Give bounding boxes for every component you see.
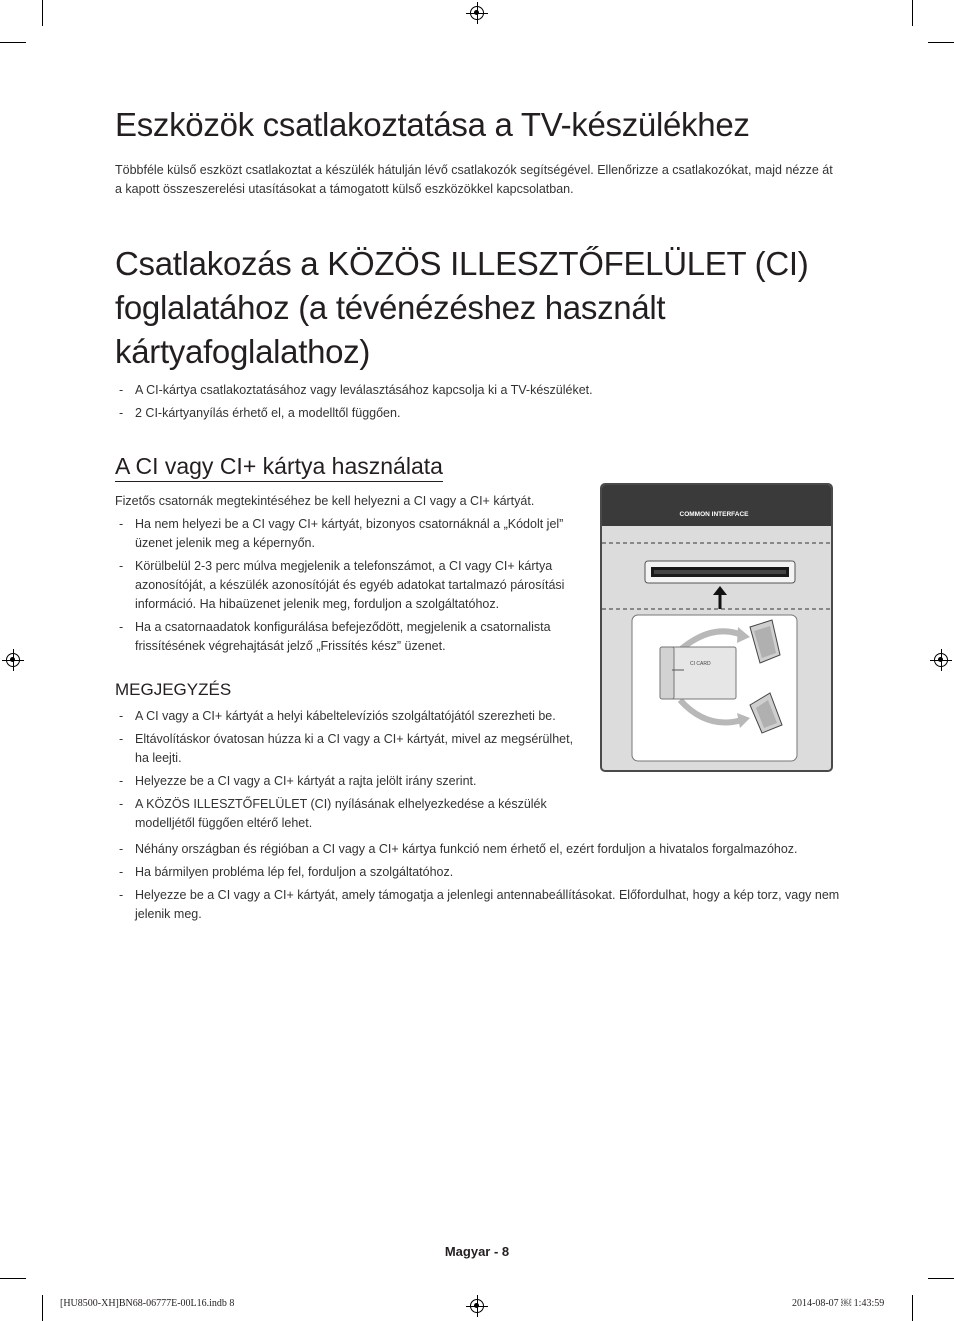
list-item: - Néhány országban és régióban a CI vagy a CI+ kártya funkció nem érhető el, ezért forduljon a hivatalos forgalmazóhoz. <box>115 840 845 859</box>
list-item: - Helyezze be a CI vagy a CI+ kártyát, amely támogatja a jelenlegi antennabeállításokat. Előfordulhat, hogy a kép torz, vagy nem jelenik meg. <box>115 886 845 924</box>
registration-mark-icon <box>934 653 948 667</box>
page-number: Magyar - 8 <box>444 1244 510 1259</box>
subsection-list <box>115 515 577 660</box>
footer-file-info: [HU8500-XH]BN68-06777E-00L16.indb 8 <box>60 1298 235 1309</box>
page-title: Eszközök csatlakoztatása a TV-készülékhez <box>115 106 750 143</box>
subsection-intro: Fizetős csatornák megtekintéséhez be kell helyezni a CI vagy a CI+ kártyát. <box>115 494 535 508</box>
note-title: MEGJEGYZÉS <box>115 680 232 699</box>
intro-text: Többféle külső eszközt csatlakoztat a készülék hátulján lévő csatlakozók segítségével. Ellenőrizze a csatlakozókat, majd nézze át a kapott összeszerelési utasításokat a támogatott külső eszközökkel kapcsolatban. <box>115 163 833 196</box>
crop-mark <box>928 42 954 43</box>
section-title: Csatlakozás a KÖZÖS ILLESZTŐFELÜLET (CI) foglalatához (a tévénézéshez használt kártyafoglalathoz) <box>115 245 809 370</box>
common-interface-label: COMMON INTERFACE <box>679 511 749 518</box>
registration-mark-icon <box>470 1299 484 1313</box>
crop-mark <box>912 0 913 26</box>
list-item: - Ha bármilyen probléma lép fel, forduljon a szolgáltatóhoz. <box>115 863 845 882</box>
note-list-narrow <box>115 707 577 837</box>
list-item: - Helyezze be a CI vagy a CI+ kártyát a rajta jelölt irány szerint. <box>115 772 577 791</box>
ci-card-diagram <box>602 485 831 770</box>
crop-mark <box>928 1278 954 1279</box>
subsection-title: A CI vagy CI+ kártya használata <box>115 452 443 482</box>
note-list-wide <box>115 840 845 928</box>
registration-mark-icon <box>6 653 20 667</box>
list-item: - Ha a csatornaadatok konfigurálása befejeződött, megjelenik a csatornalista frissítésének végrehajtását jelző „Frissítés kész” üzenet. <box>115 618 577 656</box>
list-item: - Eltávolításkor óvatosan húzza ki a CI vagy a CI+ kártyát, mivel az megsérülhet, ha leejti. <box>115 730 577 768</box>
crop-mark <box>0 42 26 43</box>
registration-mark-icon <box>470 6 484 20</box>
ci-card-illustration <box>600 483 833 772</box>
crop-mark <box>42 0 43 26</box>
crop-mark <box>0 1278 26 1279</box>
footer-timestamp: 2014-08-07 ￼ 1:43:59 <box>792 1298 885 1309</box>
section-list <box>115 381 815 427</box>
list-item: - A KÖZÖS ILLESZTŐFELÜLET (CI) nyílásának elhelyezkedése a készülék modelljétől függően eltérő lehet. <box>115 795 577 833</box>
list-item: - 2 CI-kártyanyílás érhető el, a modelltől függően. <box>115 404 815 423</box>
list-item: - A CI vagy a CI+ kártyát a helyi kábeltelevíziós szolgáltatójától szerezheti be. <box>115 707 577 726</box>
list-item: - Ha nem helyezi be a CI vagy CI+ kártyát, bizonyos csatornáknál a „Kódolt jel” üzenet jelenik meg a képernyőn. <box>115 515 577 553</box>
list-item: - A CI-kártya csatlakoztatásához vagy leválasztásához kapcsolja ki a TV-készüléket. <box>115 381 815 400</box>
crop-mark <box>912 1295 913 1321</box>
ci-card-label: CI CARD <box>690 661 711 667</box>
list-item: - Körülbelül 2-3 perc múlva megjelenik a telefonszámot, a CI vagy CI+ kártya azonosítóját, a készülék azonosítóját és egyéb adatokat tartalmazó párosítási információ. Ha hibaüzenet jelenik meg, forduljon a szolgáltatóhoz. <box>115 557 577 614</box>
crop-mark <box>42 1295 43 1321</box>
